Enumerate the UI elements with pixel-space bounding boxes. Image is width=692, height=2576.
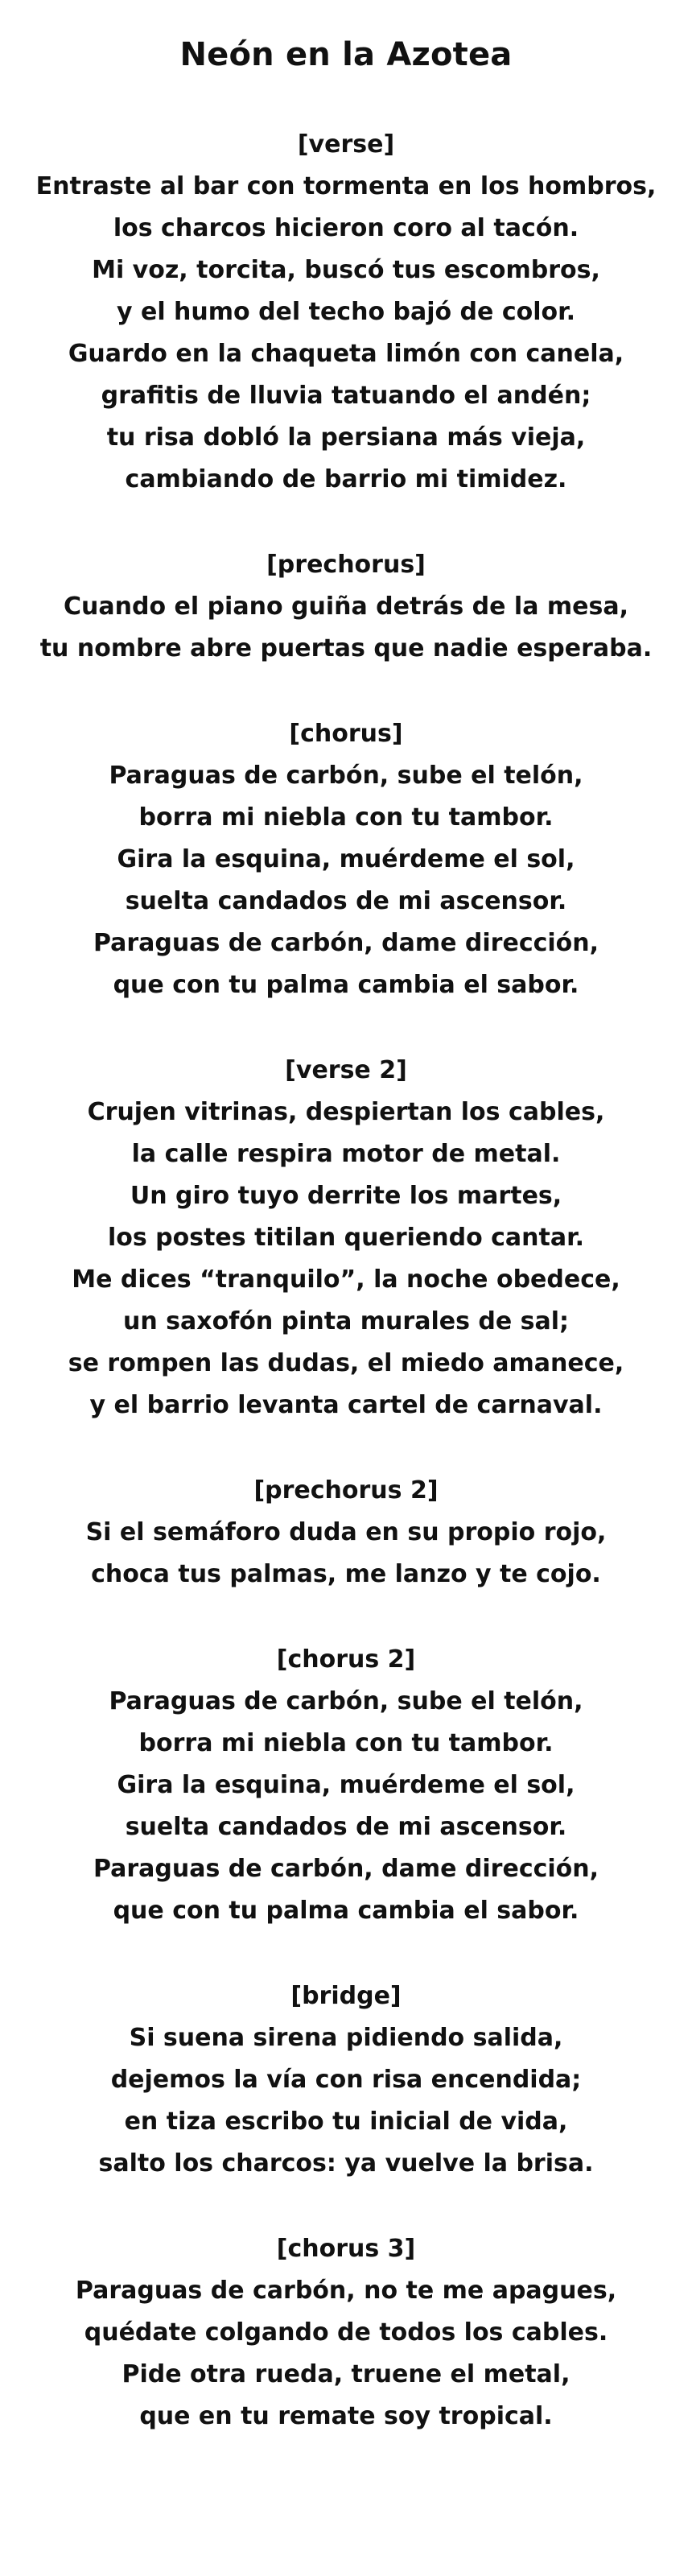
lyrics-section (0, 1470, 692, 1596)
lyric-line: Crujen vitrinas, despiertan los cables, (87, 1098, 605, 1126)
lyrics-section (0, 713, 692, 1006)
section-lines (0, 755, 692, 1006)
lyric-line: tu risa dobló la persiana más vieja, (106, 423, 586, 452)
lyrics-section (0, 544, 692, 670)
lyric-line: suelta candados de mi ascensor. (125, 887, 567, 915)
lyric-line: borra mi niebla con tu tambor. (138, 803, 554, 832)
lyric-line: choca tus palmas, me lanzo y te cojo. (91, 1560, 601, 1588)
lyric-line: los charcos hicieron coro al tacón. (113, 214, 579, 242)
section-label: [prechorus 2] (253, 1476, 439, 1505)
section-label: [prechorus] (266, 551, 426, 579)
lyric-line: quédate colgando de todos los cables. (84, 2318, 608, 2347)
lyric-line: Mi voz, torcita, buscó tus escombros, (92, 256, 600, 284)
lyrics-section (0, 1975, 692, 2185)
song-title: Neón en la Azotea (179, 36, 513, 73)
lyric-line: Paraguas de carbón, no te me apagues, (75, 2277, 617, 2305)
lyric-line: grafitis de lluvia tatuando el andén; (101, 382, 591, 410)
lyric-line: y el barrio levanta cartel de carnaval. (89, 1391, 603, 1419)
lyric-line: Paraguas de carbón, sube el telón, (109, 1687, 583, 1715)
lyrics-section (0, 124, 692, 501)
section-lines (0, 586, 692, 670)
lyric-line: Si el semáforo duda en su propio rojo, (85, 1518, 607, 1546)
section-label: [chorus 3] (276, 2235, 416, 2263)
lyric-line: Pide otra rueda, truene el metal, (122, 2360, 570, 2388)
lyric-line: dejemos la vía con risa encendida; (110, 2066, 582, 2094)
section-label: [verse] (297, 130, 395, 159)
lyric-line: salto los charcos: ya vuelve la brisa. (98, 2149, 594, 2178)
lyric-line: Gira la esquina, muérdeme el sol, (117, 1771, 575, 1799)
lyric-line: Cuando el piano guiña detrás de la mesa, (64, 592, 628, 621)
lyrics-section (0, 1639, 692, 1932)
lyric-line: cambiando de barrio mi timidez. (125, 465, 567, 493)
lyric-line: Me dices “tranquilo”, la noche obedece, (72, 1265, 620, 1294)
lyric-line: Paraguas de carbón, dame dirección, (93, 1855, 599, 1883)
lyric-line: que con tu palma cambia el sabor. (113, 971, 579, 999)
lyric-line: se rompen las dudas, el miedo amanece, (68, 1349, 624, 1377)
section-label: [bridge] (290, 1982, 402, 2010)
lyric-line: que en tu remate soy tropical. (139, 2402, 553, 2430)
lyric-line: Paraguas de carbón, sube el telón, (109, 762, 583, 790)
lyric-line: que con tu palma cambia el sabor. (113, 1897, 579, 1925)
lyric-line: en tiza escribo tu inicial de vida, (124, 2107, 568, 2136)
lyric-line: la calle respira motor de metal. (131, 1140, 561, 1168)
lyric-line: Un giro tuyo derrite los martes, (130, 1182, 562, 1210)
section-label: [verse 2] (285, 1056, 407, 1084)
lyrics-section (0, 1050, 692, 1426)
lyric-line: y el humo del techo bajó de color. (116, 298, 576, 326)
lyrics-section (0, 2228, 692, 2438)
lyric-line: Entraste al bar con tormenta en los hombros, (35, 172, 657, 200)
lyric-line: un saxofón pinta murales de sal; (122, 1307, 570, 1335)
lyric-line: Paraguas de carbón, dame dirección, (93, 929, 599, 957)
section-lines (0, 1092, 692, 1426)
lyric-line: borra mi niebla con tu tambor. (138, 1729, 554, 1757)
lyric-line: los postes titilan queriendo cantar. (107, 1224, 585, 1252)
section-lines (0, 1512, 692, 1596)
lyric-line: Gira la esquina, muérdeme el sol, (117, 845, 575, 873)
section-lines (0, 2017, 692, 2185)
lyric-line: Guardo en la chaqueta limón con canela, (68, 340, 624, 368)
section-lines (0, 2270, 692, 2438)
lyric-line: suelta candados de mi ascensor. (125, 1813, 567, 1841)
section-lines (0, 166, 692, 501)
section-label: [chorus 2] (276, 1645, 416, 1674)
lyric-line: Si suena sirena pidiendo salida, (129, 2024, 563, 2052)
section-lines (0, 1681, 692, 1932)
lyric-line: tu nombre abre puertas que nadie esperaba. (39, 634, 653, 663)
lyrics-body (0, 124, 692, 2438)
section-label: [chorus] (289, 720, 403, 748)
